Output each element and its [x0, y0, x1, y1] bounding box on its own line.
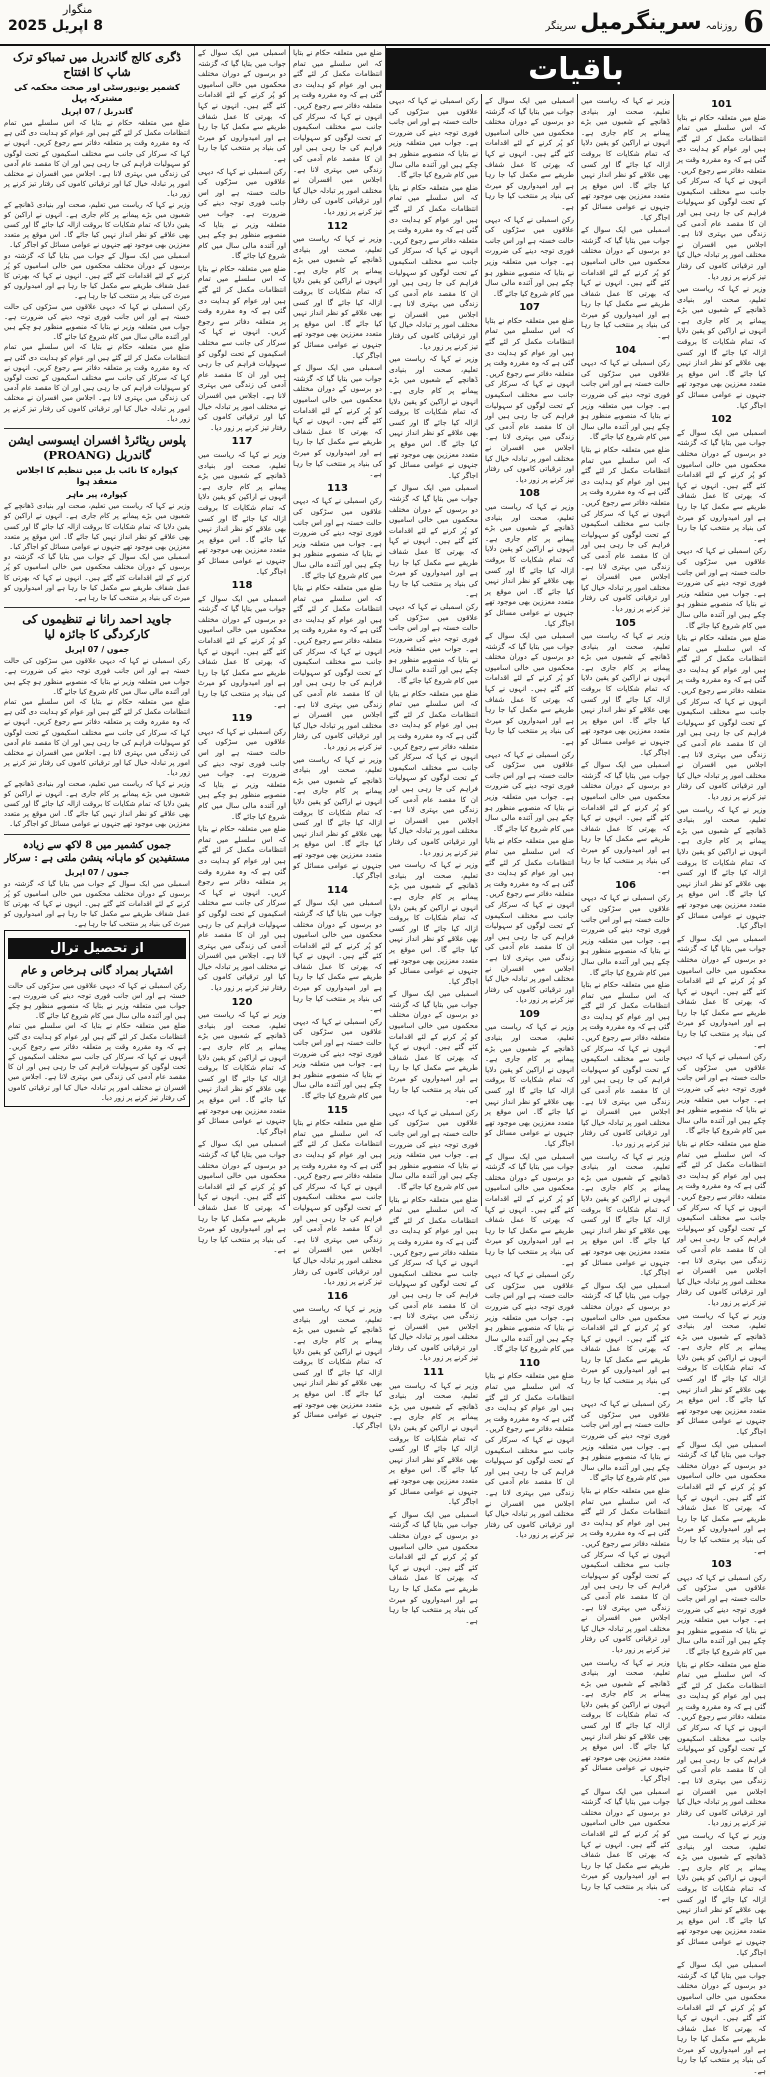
article-text: رکن اسمبلی نے کہا کہ دیہی علاقوں میں سڑکوں کی حالت خستہ ہے اور اس جانب فوری توجہ دینے کی ضرورت ہے۔ جواب میں متعلقہ وزیر نے بتایا کہ منصوبے منظور ہو چکے ہیں اور آئندہ مالی سال میں کام شروع کیا جائے گا۔	[581, 1399, 670, 1483]
item-number: 102	[711, 414, 732, 426]
section-title: باقیات	[386, 48, 766, 90]
article-text: اسمبلی میں ایک سوال کے جواب میں بتایا گیا کہ گزشتہ دو برسوں کے دوران مختلف محکموں میں خالی اسامیوں کو پُر کرنے کے لئے اقدامات کئے گئے ہیں۔ انہوں نے کہا کہ بھرتی کا عمل شفاف طریقے سے مکمل کیا جا رہا ہے اور امیدواروں کو میرٹ کی بنیاد پر منتخب کیا جا رہا ہے۔	[198, 48, 286, 163]
article-text: اسمبلی میں ایک سوال کے جواب میں بتایا گیا کہ گزشتہ دو برسوں کے دوران مختلف محکموں میں خالی اسامیوں کو پُر کرنے کے لئے اقدامات کئے گئے ہیں۔ انہوں نے کہا کہ بھرتی کا عمل شفاف طریقے سے مکمل کیا جا رہا ہے اور امیدواروں کو میرٹ کی بنیاد پر منتخب کیا جا رہا ہے۔	[677, 1439, 766, 1555]
article-text: وزیر نے کہا کہ ریاست میں تعلیم، صحت اور بنیادی ڈھانچے کے شعبوں میں بڑے پیمانے پر کام جاری ہے۔ انہوں نے اراکین کو یقین دلایا کہ تمام شکایات کا بروقت ازالہ کیا جائے گا اور کسی بھی علاقے کو نظر انداز نہیں کیا جائے گا۔ اس موقع پر متعدد معززین بھی موجود تھے جنہوں نے عوامی مسائل کو اجاگر کیا۔	[581, 1657, 670, 1784]
article-text: رکن اسمبلی نے کہا کہ دیہی علاقوں میں سڑکوں کی حالت خستہ ہے اور اس جانب فوری توجہ دینے کی ضرورت ہے۔ جواب میں متعلقہ وزیر نے بتایا کہ منصوبے منظور ہو چکے ہیں اور آئندہ مالی سال میں کام شروع کیا جائے گا۔	[389, 1107, 478, 1191]
notice-subtitle: اشتہار بمراد گانی ہرخاص و عام	[20, 963, 174, 977]
article-text: وزیر نے کہا کہ ریاست میں تعلیم، صحت اور بنیادی ڈھانچے کے شعبوں میں بڑے پیمانے پر کام جاری ہے۔ انہوں نے اراکین کو یقین دلایا کہ تمام شکایات کا بروقت ازالہ کیا جائے گا اور کسی بھی علاقے کو نظر انداز نہیں کیا جائے گا۔ اس موقع پر متعدد معززین بھی موجود تھے جنہوں نے عوامی مسائل کو اجاگر کیا۔	[198, 449, 286, 576]
news-dateline: کپوارہ، پیر ماہر	[66, 490, 128, 500]
article-text: ضلع میں متعلقہ حکام نے بتایا کہ اس سلسلے میں تمام انتظامات مکمل کر لئے گئے ہیں اور عوام کو ہدایت دی گئی ہے کہ وہ مقررہ وقت پر متعلقہ دفاتر سے رجوع کریں۔ انہوں نے کہا کہ سرکار کی جانب سے مختلف اسکیموں کے تحت لوگوں کو سہولیات فراہم کی جا رہی ہیں اور ان کا مقصد عام آدمی کی زندگی میں بہتری لانا ہے۔ اجلاس میں افسران نے مختلف امور پر تبادلہ خیال کیا اور ترقیاتی کاموں کی رفتار تیز کرنے پر زور دیا۔	[389, 688, 478, 857]
item-number: 116	[327, 1290, 348, 1302]
article-text: رکن اسمبلی نے کہا کہ دیہی علاقوں میں سڑکوں کی حالت خستہ ہے اور اس جانب فوری توجہ دینے کی ضرورت ہے۔ جواب میں متعلقہ وزیر نے بتایا کہ منصوبے منظور ہو چکے ہیں اور آئندہ مالی سال میں کام شروع کیا جائے گا۔	[677, 1052, 766, 1136]
column-rule	[673, 94, 674, 1206]
item-number: 120	[231, 996, 253, 1008]
column-rule	[194, 46, 195, 1206]
article-text: اسمبلی میں ایک سوال کے جواب میں بتایا گیا کہ گزشتہ دو برسوں کے دوران مختلف محکموں میں خالی اسامیوں کو پُر کرنے کے لئے اقدامات کئے گئے ہیں۔ انہوں نے کہا کہ بھرتی کا عمل شفاف طریقے سے مکمل کیا جا رہا ہے اور امیدواروں کو میرٹ کی بنیاد پر منتخب کیا جا رہا ہے۔	[293, 898, 382, 1014]
paper-prefix: روزنامہ	[705, 20, 738, 32]
news-dateline: جموں / 07 اپریل	[64, 867, 130, 877]
item-number: 108	[519, 488, 540, 500]
article-text: رکن اسمبلی نے کہا کہ دیہی علاقوں میں سڑکوں کی حالت خستہ ہے اور اس جانب فوری توجہ دینے کی ضرورت ہے۔ جواب میں متعلقہ وزیر نے بتایا کہ منصوبے منظور ہو چکے ہیں اور آئندہ مالی سال میں کام شروع کیا جائے گا۔	[581, 358, 670, 442]
article-text: رکن اسمبلی نے کہا کہ دیہی علاقوں میں سڑکوں کی حالت خستہ ہے اور اس جانب فوری توجہ دینے کی ضرورت ہے۔ جواب میں متعلقہ وزیر نے بتایا کہ منصوبے منظور ہو چکے ہیں اور آئندہ مالی سال میں کام شروع کیا جائے گا۔	[293, 496, 382, 580]
article-text: ضلع میں متعلقہ حکام نے بتایا کہ اس سلسلے میں تمام انتظامات مکمل کر لئے گئے ہیں اور عوام کو ہدایت دی گئی ہے کہ وہ مقررہ وقت پر متعلقہ دفاتر سے رجوع کریں۔ انہوں نے کہا کہ سرکار کی جانب سے مختلف اسکیموں کے تحت لوگوں کو سہولیات فراہم کی جا رہی ہیں اور ان کا مقصد عام آدمی کی زندگی میں بہتری لانا ہے۔ اجلاس میں افسران نے مختلف امور پر تبادلہ خیال کیا اور ترقیاتی کاموں کی رفتار تیز کرنے پر زور دیا۔	[485, 836, 574, 1005]
article-text: ضلع میں متعلقہ حکام نے بتایا کہ اس سلسلے میں تمام انتظامات مکمل کر لئے گئے ہیں اور عوام کو ہدایت دی گئی ہے کہ وہ مقررہ وقت پر متعلقہ دفاتر سے رجوع کریں۔ انہوں نے کہا کہ سرکار کی جانب سے مختلف اسکیموں کے تحت لوگوں کو سہولیات فراہم کی جا رہی ہیں اور ان کا مقصد عام آدمی کی زندگی میں بہتری لانا ہے۔ اجلاس میں افسران نے مختلف امور پر تبادلہ خیال کیا اور ترقیاتی کاموں کی رفتار تیز کرنے پر زور دیا۔	[581, 445, 670, 613]
masthead-brand-block	[546, 2, 764, 42]
item-number: 104	[615, 344, 636, 356]
article-text: وزیر نے کہا کہ ریاست میں تعلیم، صحت اور بنیادی ڈھانچے کے شعبوں میں بڑے پیمانے پر کام جاری ہے۔ انہوں نے اراکین کو یقین دلایا کہ تمام شکایات کا بروقت ازالہ کیا جائے گا اور کسی بھی علاقے کو نظر انداز نہیں کیا جائے گا۔ اس موقع پر متعدد معززین بھی موجود تھے جنہوں نے عوامی مسائل کو اجاگر کیا۔	[581, 96, 670, 222]
article-text: رکن اسمبلی نے کہا کہ دیہی علاقوں میں سڑکوں کی حالت خستہ ہے اور اس جانب فوری توجہ دینے کی ضرورت ہے۔ جواب میں متعلقہ وزیر نے بتایا کہ منصوبے منظور ہو چکے ہیں اور آئندہ مالی سال میں کام شروع کیا جائے گا۔	[485, 1270, 574, 1354]
article-text: اسمبلی میں ایک سوال کے جواب میں بتایا گیا کہ گزشتہ دو برسوں کے دوران مختلف محکموں میں خالی اسامیوں کو پُر کرنے کے لئے اقدامات کئے گئے ہیں۔ انہوں نے کہا کہ بھرتی کا عمل شفاف طریقے سے مکمل کیا جا رہا ہے اور امیدواروں کو میرٹ کی بنیاد پر منتخب کیا جا رہا ہے۔	[485, 96, 574, 211]
article-text: وزیر نے کہا کہ ریاست میں تعلیم، صحت اور بنیادی ڈھانچے کے شعبوں میں بڑے پیمانے پر کام جاری ہے۔ انہوں نے اراکین کو یقین دلایا کہ تمام شکایات کا بروقت ازالہ کیا جائے گا اور کسی بھی علاقے کو نظر انداز نہیں کیا جائے گا۔ اس موقع پر متعدد معززین بھی موجود تھے جنہوں نے عوامی مسائل کو اجاگر کیا۔	[581, 1151, 670, 1278]
news-subheadline: کشمیر یونیورسٹی اور صحت محکمہ کی مشترکہ پہل	[14, 83, 180, 104]
masthead-date-block	[8, 3, 158, 34]
article-text: اسمبلی میں ایک سوال کے جواب میں بتایا گیا کہ گزشتہ دو برسوں کے دوران مختلف محکموں میں خالی اسامیوں کو پُر کرنے کے لئے اقدامات کئے گئے ہیں۔ انہوں نے کہا کہ بھرتی کا عمل شفاف طریقے سے مکمل کیا جا رہا ہے اور امیدواروں کو میرٹ کی بنیاد پر منتخب کیا جا رہا ہے۔	[581, 760, 670, 876]
news-body: اسمبلی میں ایک سوال کے جواب میں بتایا گیا کہ گزشتہ دو برسوں کے دوران مختلف محکموں میں خالی اسامیوں کو پُر کرنے کے لئے اقدامات کئے گئے ہیں۔ انہوں نے کہا کہ بھرتی کا عمل شفاف طریقے سے مکمل کیا جا رہا ہے اور امیدواروں کو میرٹ کی بنیاد پر منتخب کیا جا رہا ہے۔	[4, 251, 190, 301]
item-number: 106	[615, 879, 636, 891]
news-body: وزیر نے کہا کہ ریاست میں تعلیم، صحت اور بنیادی ڈھانچے کے شعبوں میں بڑے پیمانے پر کام جاری ہے۔ انہوں نے اراکین کو یقین دلایا کہ تمام شکایات کا بروقت ازالہ کیا جائے گا اور کسی بھی علاقے کو نظر انداز نہیں کیا جائے گا۔ اس موقع پر متعدد معززین بھی موجود تھے جنہوں نے عوامی مسائل کو اجاگر کیا۔	[4, 779, 190, 829]
column-rule	[481, 94, 482, 1206]
masthead-day: منگوار	[63, 3, 93, 16]
item-number: 115	[327, 1104, 348, 1116]
article-text: ضلع میں متعلقہ حکام نے بتایا کہ اس سلسلے میں تمام انتظامات مکمل کر لئے گئے ہیں اور عوام کو ہدایت دی گئی ہے کہ وہ مقررہ وقت پر متعلقہ دفاتر سے رجوع کریں۔ انہوں نے کہا کہ سرکار کی جانب سے مختلف اسکیموں کے تحت لوگوں کو سہولیات فراہم کی جا رہی ہیں اور ان کا مقصد عام آدمی کی زندگی میں بہتری لانا ہے۔ اجلاس میں افسران نے مختلف امور پر تبادلہ خیال کیا اور ترقیاتی کاموں کی رفتار تیز کرنے پر زور دیا۔	[485, 315, 574, 484]
news-body: وزیر نے کہا کہ ریاست میں تعلیم، صحت اور بنیادی ڈھانچے کے شعبوں میں بڑے پیمانے پر کام جاری ہے۔ انہوں نے اراکین کو یقین دلایا کہ تمام شکایات کا بروقت ازالہ کیا جائے گا اور کسی بھی علاقے کو نظر انداز نہیں کیا جائے گا۔ اس موقع پر متعدد معززین بھی موجود تھے جنہوں نے عوامی مسائل کو اجاگر کیا۔	[4, 502, 190, 551]
article-text: وزیر نے کہا کہ ریاست میں تعلیم، صحت اور بنیادی ڈھانچے کے شعبوں میں بڑے پیمانے پر کام جاری ہے۔ انہوں نے اراکین کو یقین دلایا کہ تمام شکایات کا بروقت ازالہ کیا جائے گا اور کسی بھی علاقے کو نظر انداز نہیں کیا جائے گا۔ اس موقع پر متعدد معززین بھی موجود تھے جنہوں نے عوامی مسائل کو اجاگر کیا۔	[293, 754, 382, 881]
article-text: رکن اسمبلی نے کہا کہ دیہی علاقوں میں سڑکوں کی حالت خستہ ہے اور اس جانب فوری توجہ دینے کی ضرورت ہے۔ جواب میں متعلقہ وزیر نے بتایا کہ منصوبے منظور ہو چکے ہیں اور آئندہ مالی سال میں کام شروع کیا جائے گا۔	[677, 546, 766, 630]
news-headline: جاوید احمد رانا نے تنظیموں کی کارکردگی کا جائزہ لیا	[22, 612, 172, 642]
article-text: اسمبلی میں ایک سوال کے جواب میں بتایا گیا کہ گزشتہ دو برسوں کے دوران مختلف محکموں میں خالی اسامیوں کو پُر کرنے کے لئے اقدامات کئے گئے ہیں۔ انہوں نے کہا کہ بھرتی کا عمل شفاف طریقے سے مکمل کیا جا رہا ہے اور امیدواروں کو میرٹ کی بنیاد پر منتخب کیا جا رہا ہے۔	[581, 1280, 670, 1396]
news-body: ضلع میں متعلقہ حکام نے بتایا کہ اس سلسلے میں تمام انتظامات مکمل کر لئے گئے ہیں اور عوام کو ہدایت دی گئی ہے کہ وہ مقررہ وقت پر متعلقہ دفاتر سے رجوع کریں۔ انہوں نے کہا کہ سرکار کی جانب سے مختلف اسکیموں کے تحت لوگوں کو سہولیات فراہم کی جا رہی ہیں اور ان کا مقصد عام آدمی کی زندگی میں بہتری لانا ہے۔ اجلاس میں افسران نے مختلف امور پر تبادلہ خیال کیا اور ترقیاتی کاموں کی رفتار تیز کرنے پر زور دیا۔	[4, 343, 190, 423]
article-text: ضلع میں متعلقہ حکام نے بتایا کہ اس سلسلے میں تمام انتظامات مکمل کر لئے گئے ہیں اور عوام کو ہدایت دی گئی ہے کہ وہ مقررہ وقت پر متعلقہ دفاتر سے رجوع کریں۔ انہوں نے کہا کہ سرکار کی جانب سے مختلف اسکیموں کے تحت لوگوں کو سہولیات فراہم کی جا رہی ہیں اور ان کا مقصد عام آدمی کی زندگی میں بہتری لانا ہے۔ اجلاس میں افسران نے مختلف امور پر تبادلہ خیال کیا اور ترقیاتی کاموں کی رفتار تیز کرنے پر زور دیا۔	[677, 1659, 766, 1828]
article-text: اسمبلی میں ایک سوال کے جواب میں بتایا گیا کہ گزشتہ دو برسوں کے دوران مختلف محکموں میں خالی اسامیوں کو پُر کرنے کے لئے اقدامات کئے گئے ہیں۔ انہوں نے کہا کہ بھرتی کا عمل شفاف طریقے سے مکمل کیا جا رہا ہے اور امیدواروں کو میرٹ کی بنیاد پر منتخب کیا جا رہا ہے۔	[389, 1509, 478, 1625]
article-text: ضلع میں متعلقہ حکام نے بتایا کہ اس سلسلے میں تمام انتظامات مکمل کر لئے گئے ہیں اور عوام کو ہدایت دی گئی ہے کہ وہ مقررہ وقت پر متعلقہ دفاتر سے رجوع کریں۔ انہوں نے کہا کہ سرکار کی جانب سے مختلف اسکیموں کے تحت لوگوں کو سہولیات فراہم کی جا رہی ہیں اور ان کا مقصد عام آدمی کی زندگی میں بہتری لانا ہے۔ اجلاس میں افسران نے مختلف امور پر تبادلہ خیال کیا اور ترقیاتی کاموں کی رفتار تیز کرنے پر زور دیا۔	[293, 1118, 382, 1287]
article-text: وزیر نے کہا کہ ریاست میں تعلیم، صحت اور بنیادی ڈھانچے کے شعبوں میں بڑے پیمانے پر کام جاری ہے۔ انہوں نے اراکین کو یقین دلایا کہ تمام شکایات کا بروقت ازالہ کیا جائے گا اور کسی بھی علاقے کو نظر انداز نہیں کیا جائے گا۔ اس موقع پر متعدد معززین بھی موجود تھے جنہوں نے عوامی مسائل کو اجاگر کیا۔	[293, 234, 382, 360]
article-text: وزیر نے کہا کہ ریاست میں تعلیم، صحت اور بنیادی ڈھانچے کے شعبوں میں بڑے پیمانے پر کام جاری ہے۔ انہوں نے اراکین کو یقین دلایا کہ تمام شکایات کا بروقت ازالہ کیا جائے گا اور کسی بھی علاقے کو نظر انداز نہیں کیا جائے گا۔ اس موقع پر متعدد معززین بھی موجود تھے جنہوں نے عوامی مسائل کو اجاگر کیا۔	[581, 631, 670, 757]
article-text: ضلع میں متعلقہ حکام نے بتایا کہ اس سلسلے میں تمام انتظامات مکمل کر لئے گئے ہیں اور عوام کو ہدایت دی گئی ہے کہ وہ مقررہ وقت پر متعلقہ دفاتر سے رجوع کریں۔ انہوں نے کہا کہ سرکار کی جانب سے مختلف اسکیموں کے تحت لوگوں کو سہولیات فراہم کی جا رہی ہیں اور ان کا مقصد عام آدمی کی زندگی میں بہتری لانا ہے۔ اجلاس میں افسران نے مختلف امور پر تبادلہ خیال کیا اور ترقیاتی کاموں کی رفتار تیز کرنے پر زور دیا۔	[198, 824, 286, 993]
article-text: وزیر نے کہا کہ ریاست میں تعلیم، صحت اور بنیادی ڈھانچے کے شعبوں میں بڑے پیمانے پر کام جاری ہے۔ انہوں نے اراکین کو یقین دلایا کہ تمام شکایات کا بروقت ازالہ کیا جائے گا اور کسی بھی علاقے کو نظر انداز نہیں کیا جائے گا۔ اس موقع پر متعدد معززین بھی موجود تھے جنہوں نے عوامی مسائل کو اجاگر کیا۔	[389, 860, 478, 986]
news-body: وزیر نے کہا کہ ریاست میں تعلیم، صحت اور بنیادی ڈھانچے کے شعبوں میں بڑے پیمانے پر کام جاری ہے۔ انہوں نے اراکین کو یقین دلایا کہ تمام شکایات کا بروقت ازالہ کیا جائے گا اور کسی بھی علاقے کو نظر انداز نہیں کیا جائے گا۔ اس موقع پر متعدد معززین بھی موجود تھے جنہوں نے عوامی مسائل کو اجاگر کیا۔	[4, 200, 190, 250]
page-number: 6	[743, 4, 764, 40]
article-text: ضلع میں متعلقہ حکام نے بتایا کہ اس سلسلے میں تمام انتظامات مکمل کر لئے گئے ہیں اور عوام کو ہدایت دی گئی ہے کہ وہ مقررہ وقت پر متعلقہ دفاتر سے رجوع کریں۔ انہوں نے کہا کہ سرکار کی جانب سے مختلف اسکیموں کے تحت لوگوں کو سہولیات فراہم کی جا رہی ہیں اور ان کا مقصد عام آدمی کی زندگی میں بہتری لانا ہے۔ اجلاس میں افسران نے مختلف امور پر تبادلہ خیال کیا اور ترقیاتی کاموں کی رفتار تیز کرنے پر زور دیا۔	[677, 633, 766, 801]
article-text: اسمبلی میں ایک سوال کے جواب میں بتایا گیا کہ گزشتہ دو برسوں کے دوران مختلف محکموں میں خالی اسامیوں کو پُر کرنے کے لئے اقدامات کئے گئے ہیں۔ انہوں نے کہا کہ بھرتی کا عمل شفاف طریقے سے مکمل کیا جا رہا ہے اور امیدواروں کو میرٹ کی بنیاد پر منتخب کیا جا رہا ہے۔	[677, 1960, 766, 2076]
article-text: ضلع میں متعلقہ حکام نے بتایا کہ اس سلسلے میں تمام انتظامات مکمل کر لئے گئے ہیں اور عوام کو ہدایت دی گئی ہے کہ وہ مقررہ وقت پر متعلقہ دفاتر سے رجوع کریں۔ انہوں نے کہا کہ سرکار کی جانب سے مختلف اسکیموں کے تحت لوگوں کو سہولیات فراہم کی جا رہی ہیں اور ان کا مقصد عام آدمی کی زندگی میں بہتری لانا ہے۔ اجلاس میں افسران نے مختلف امور پر تبادلہ خیال کیا اور ترقیاتی کاموں کی رفتار تیز کرنے پر زور دیا۔	[677, 112, 766, 281]
news-subheadline: کپوارہ کا نائب بل میں تنظیم کا اجلاس منعقد ہوا	[16, 466, 178, 488]
article-column	[485, 96, 574, 1540]
article-text: وزیر نے کہا کہ ریاست میں تعلیم، صحت اور بنیادی ڈھانچے کے شعبوں میں بڑے پیمانے پر کام جاری ہے۔ انہوں نے اراکین کو یقین دلایا کہ تمام شکایات کا بروقت ازالہ کیا جائے گا اور کسی بھی علاقے کو نظر انداز نہیں کیا جائے گا۔ اس موقع پر متعدد معززین بھی موجود تھے جنہوں نے عوامی مسائل کو اجاگر کیا۔	[485, 501, 574, 628]
news-body: رکن اسمبلی نے کہا کہ دیہی علاقوں میں سڑکوں کی حالت خستہ ہے اور اس جانب فوری توجہ دینے کی ضرورت ہے۔ جواب میں متعلقہ وزیر نے بتایا کہ منصوبے منظور ہو چکے ہیں اور آئندہ مالی سال میں کام شروع کیا جائے گا۔	[4, 302, 190, 342]
news-divider	[4, 607, 190, 608]
article-text: وزیر نے کہا کہ ریاست میں تعلیم، صحت اور بنیادی ڈھانچے کے شعبوں میں بڑے پیمانے پر کام جاری ہے۔ انہوں نے اراکین کو یقین دلایا کہ تمام شکایات کا بروقت ازالہ کیا جائے گا اور کسی بھی علاقے کو نظر انداز نہیں کیا جائے گا۔ اس موقع پر متعدد معززین بھی موجود تھے جنہوں نے عوامی مسائل کو اجاگر کیا۔	[677, 1831, 766, 1957]
article-text: رکن اسمبلی نے کہا کہ دیہی علاقوں میں سڑکوں کی حالت خستہ ہے اور اس جانب فوری توجہ دینے کی ضرورت ہے۔ جواب میں متعلقہ وزیر نے بتایا کہ منصوبے منظور ہو چکے ہیں اور آئندہ مالی سال میں کام شروع کیا جائے گا۔	[198, 726, 286, 821]
article-text: اسمبلی میں ایک سوال کے جواب میں بتایا گیا کہ گزشتہ دو برسوں کے دوران مختلف محکموں میں خالی اسامیوں کو پُر کرنے کے لئے اقدامات کئے گئے ہیں۔ انہوں نے کہا کہ بھرتی کا عمل شفاف طریقے سے مکمل کیا جا رہا ہے اور امیدواروں کو میرٹ کی بنیاد پر منتخب کیا جا رہا ہے۔	[677, 427, 766, 543]
news-dateline: گاندربل / 07 اپریل	[61, 107, 133, 116]
article-text: رکن اسمبلی نے کہا کہ دیہی علاقوں میں سڑکوں کی حالت خستہ ہے اور اس جانب فوری توجہ دینے کی ضرورت ہے۔ جواب میں متعلقہ وزیر نے بتایا کہ منصوبے منظور ہو چکے ہیں اور آئندہ مالی سال میں کام شروع کیا جائے گا۔	[389, 601, 478, 686]
item-number: 117	[231, 436, 253, 448]
article-text: اسمبلی میں ایک سوال کے جواب میں بتایا گیا کہ گزشتہ دو برسوں کے دوران مختلف محکموں میں خالی اسامیوں کو پُر کرنے کے لئے اقدامات کئے گئے ہیں۔ انہوں نے کہا کہ بھرتی کا عمل شفاف طریقے سے مکمل کیا جا رہا ہے اور امیدواروں کو میرٹ کی بنیاد پر منتخب کیا جا رہا ہے۔	[581, 225, 670, 341]
news-column	[4, 46, 190, 1206]
news-body: رکن اسمبلی نے کہا کہ دیہی علاقوں میں سڑکوں کی حالت خستہ ہے اور اس جانب فوری توجہ دینے کی ضرورت ہے۔ جواب میں متعلقہ وزیر نے بتایا کہ منصوبے منظور ہو چکے ہیں اور آئندہ مالی سال میں کام شروع کیا جائے گا۔	[4, 657, 190, 696]
item-number: 114	[327, 884, 348, 896]
article-text: رکن اسمبلی نے کہا کہ دیہی علاقوں میں سڑکوں کی حالت خستہ ہے اور اس جانب فوری توجہ دینے کی ضرورت ہے۔ جواب میں متعلقہ وزیر نے بتایا کہ منصوبے منظور ہو چکے ہیں اور آئندہ مالی سال میں کام شروع کیا جائے گا۔	[581, 893, 670, 977]
article-text: اسمبلی میں ایک سوال کے جواب میں بتایا گیا کہ گزشتہ دو برسوں کے دوران مختلف محکموں میں خالی اسامیوں کو پُر کرنے کے لئے اقدامات کئے گئے ہیں۔ انہوں نے کہا کہ بھرتی کا عمل شفاف طریقے سے مکمل کیا جا رہا ہے اور امیدواروں کو میرٹ کی بنیاد پر منتخب کیا جا رہا ہے۔	[389, 989, 478, 1105]
article-text: رکن اسمبلی نے کہا کہ دیہی علاقوں میں سڑکوں کی حالت خستہ ہے اور اس جانب فوری توجہ دینے کی ضرورت ہے۔ جواب میں متعلقہ وزیر نے بتایا کہ منصوبے منظور ہو چکے ہیں اور آئندہ مالی سال میں کام شروع کیا جائے گا۔	[485, 214, 574, 298]
article-text: اسمبلی میں ایک سوال کے جواب میں بتایا گیا کہ گزشتہ دو برسوں کے دوران مختلف محکموں میں خالی اسامیوں کو پُر کرنے کے لئے اقدامات کئے گئے ہیں۔ انہوں نے کہا کہ بھرتی کا عمل شفاف طریقے سے مکمل کیا جا رہا ہے اور امیدواروں کو میرٹ کی بنیاد پر منتخب کیا جا رہا ہے۔	[293, 363, 382, 479]
article-text: ضلع میں متعلقہ حکام نے بتایا کہ اس سلسلے میں تمام انتظامات مکمل کر لئے گئے ہیں اور عوام کو ہدایت دی گئی ہے کہ وہ مقررہ وقت پر متعلقہ دفاتر سے رجوع کریں۔ انہوں نے کہا کہ سرکار کی جانب سے مختلف اسکیموں کے تحت لوگوں کو سہولیات فراہم کی جا رہی ہیں اور ان کا مقصد عام آدمی کی زندگی میں بہتری لانا ہے۔ اجلاس میں افسران نے مختلف امور پر تبادلہ خیال کیا اور ترقیاتی کاموں کی رفتار تیز کرنے پر زور دیا۔	[485, 1371, 574, 1540]
news-dateline: جموں / 07 اپریل	[64, 645, 130, 655]
article-text: وزیر نے کہا کہ ریاست میں تعلیم، صحت اور بنیادی ڈھانچے کے شعبوں میں بڑے پیمانے پر کام جاری ہے۔ انہوں نے اراکین کو یقین دلایا کہ تمام شکایات کا بروقت ازالہ کیا جائے گا اور کسی بھی علاقے کو نظر انداز نہیں کیا جائے گا۔ اس موقع پر متعدد معززین بھی موجود تھے جنہوں نے عوامی مسائل کو اجاگر کیا۔	[198, 1010, 286, 1136]
news-divider	[4, 428, 190, 429]
page-body	[0, 46, 770, 2076]
masthead	[0, 0, 770, 46]
article-text: رکن اسمبلی نے کہا کہ دیہی علاقوں میں سڑکوں کی حالت خستہ ہے اور اس جانب فوری توجہ دینے کی ضرورت ہے۔ جواب میں متعلقہ وزیر نے بتایا کہ منصوبے منظور ہو چکے ہیں اور آئندہ مالی سال میں کام شروع کیا جائے گا۔	[293, 1016, 382, 1100]
item-number: 101	[711, 99, 732, 110]
article-text: وزیر نے کہا کہ ریاست میں تعلیم، صحت اور بنیادی ڈھانچے کے شعبوں میں بڑے پیمانے پر کام جاری ہے۔ انہوں نے اراکین کو یقین دلایا کہ تمام شکایات کا بروقت ازالہ کیا جائے گا اور کسی بھی علاقے کو نظر انداز نہیں کیا جائے گا۔ اس موقع پر متعدد معززین بھی موجود تھے جنہوں نے عوامی مسائل کو اجاگر کیا۔	[389, 1380, 478, 1507]
article-text: اسمبلی میں ایک سوال کے جواب میں بتایا گیا کہ گزشتہ دو برسوں کے دوران مختلف محکموں میں خالی اسامیوں کو پُر کرنے کے لئے اقدامات کئے گئے ہیں۔ انہوں نے کہا کہ بھرتی کا عمل شفاف طریقے سے مکمل کیا جا رہا ہے اور امیدواروں کو میرٹ کی بنیاد پر منتخب کیا جا رہا ہے۔	[198, 593, 286, 709]
article-text: ضلع میں متعلقہ حکام نے بتایا کہ اس سلسلے میں تمام انتظامات مکمل کر لئے گئے ہیں اور عوام کو ہدایت دی گئی ہے کہ وہ مقررہ وقت پر متعلقہ دفاتر سے رجوع کریں۔ انہوں نے کہا کہ سرکار کی جانب سے مختلف اسکیموں کے تحت لوگوں کو سہولیات فراہم کی جا رہی ہیں اور ان کا مقصد عام آدمی کی زندگی میں بہتری لانا ہے۔ اجلاس میں افسران نے مختلف امور پر تبادلہ خیال کیا اور ترقیاتی کاموں کی رفتار تیز کرنے پر زور دیا۔	[581, 980, 670, 1148]
article-text: اسمبلی میں ایک سوال کے جواب میں بتایا گیا کہ گزشتہ دو برسوں کے دوران مختلف محکموں میں خالی اسامیوں کو پُر کرنے کے لئے اقدامات کئے گئے ہیں۔ انہوں نے کہا کہ بھرتی کا عمل شفاف طریقے سے مکمل کیا جا رہا ہے اور امیدواروں کو میرٹ کی بنیاد پر منتخب کیا جا رہا ہے۔	[198, 1139, 286, 1255]
notice-body: رکن اسمبلی نے کہا کہ دیہی علاقوں میں سڑکوں کی حالت خستہ ہے اور اس جانب فوری توجہ دینے کی ضرورت ہے۔ جواب میں متعلقہ وزیر نے بتایا کہ منصوبے منظور ہو چکے ہیں اور آئندہ مالی سال میں کام شروع کیا جائے گا۔	[8, 981, 186, 1021]
paper-brand	[546, 10, 738, 35]
column-rule	[577, 94, 578, 1206]
article-text: وزیر نے کہا کہ ریاست میں تعلیم، صحت اور بنیادی ڈھانچے کے شعبوں میں بڑے پیمانے پر کام جاری ہے۔ انہوں نے اراکین کو یقین دلایا کہ تمام شکایات کا بروقت ازالہ کیا جائے گا اور کسی بھی علاقے کو نظر انداز نہیں کیا جائے گا۔ اس موقع پر متعدد معززین بھی موجود تھے جنہوں نے عوامی مسائل کو اجاگر کیا۔	[485, 1022, 574, 1148]
article-text: رکن اسمبلی نے کہا کہ دیہی علاقوں میں سڑکوں کی حالت خستہ ہے اور اس جانب فوری توجہ دینے کی ضرورت ہے۔ جواب میں متعلقہ وزیر نے بتایا کہ منصوبے منظور ہو چکے ہیں اور آئندہ مالی سال میں کام شروع کیا جائے گا۔	[485, 749, 574, 833]
article-column	[677, 96, 766, 2076]
item-number: 113	[327, 482, 348, 494]
article-text: ضلع میں متعلقہ حکام نے بتایا کہ اس سلسلے میں تمام انتظامات مکمل کر لئے گئے ہیں اور عوام کو ہدایت دی گئی ہے کہ وہ مقررہ وقت پر متعلقہ دفاتر سے رجوع کریں۔ انہوں نے کہا کہ سرکار کی جانب سے مختلف اسکیموں کے تحت لوگوں کو سہولیات فراہم کی جا رہی ہیں اور ان کا مقصد عام آدمی کی زندگی میں بہتری لانا ہے۔ اجلاس میں افسران نے مختلف امور پر تبادلہ خیال کیا اور ترقیاتی کاموں کی رفتار تیز کرنے پر زور دیا۔	[677, 1139, 766, 1307]
article-column	[389, 96, 478, 1625]
article-text: اسمبلی میں ایک سوال کے جواب میں بتایا گیا کہ گزشتہ دو برسوں کے دوران مختلف محکموں میں خالی اسامیوں کو پُر کرنے کے لئے اقدامات کئے گئے ہیں۔ انہوں نے کہا کہ بھرتی کا عمل شفاف طریقے سے مکمل کیا جا رہا ہے اور امیدواروں کو میرٹ کی بنیاد پر منتخب کیا جا رہا ہے۔	[581, 1786, 670, 1902]
article-text: رکن اسمبلی نے کہا کہ دیہی علاقوں میں سڑکوں کی حالت خستہ ہے اور اس جانب فوری توجہ دینے کی ضرورت ہے۔ جواب میں متعلقہ وزیر نے بتایا کہ منصوبے منظور ہو چکے ہیں اور آئندہ مالی سال میں کام شروع کیا جائے گا۔	[389, 96, 478, 180]
news-divider	[4, 834, 190, 835]
item-number: 118	[231, 580, 253, 592]
article-text: ضلع میں متعلقہ حکام نے بتایا کہ اس سلسلے میں تمام انتظامات مکمل کر لئے گئے ہیں اور عوام کو ہدایت دی گئی ہے کہ وہ مقررہ وقت پر متعلقہ دفاتر سے رجوع کریں۔ انہوں نے کہا کہ سرکار کی جانب سے مختلف اسکیموں کے تحت لوگوں کو سہولیات فراہم کی جا رہی ہیں اور ان کا مقصد عام آدمی کی زندگی میں بہتری لانا ہے۔ اجلاس میں افسران نے مختلف امور پر تبادلہ خیال کیا اور ترقیاتی کاموں کی رفتار تیز کرنے پر زور دیا۔	[293, 583, 382, 751]
article-text: وزیر نے کہا کہ ریاست میں تعلیم، صحت اور بنیادی ڈھانچے کے شعبوں میں بڑے پیمانے پر کام جاری ہے۔ انہوں نے اراکین کو یقین دلایا کہ تمام شکایات کا بروقت ازالہ کیا جائے گا اور کسی بھی علاقے کو نظر انداز نہیں کیا جائے گا۔ اس موقع پر متعدد معززین بھی موجود تھے جنہوں نے عوامی مسائل کو اجاگر کیا۔	[677, 1310, 766, 1437]
article-column	[293, 48, 382, 1430]
news-headline: جموں کشمیر میں 8 لاکھ سے زیادہ مستفیدین کو ماہانہ پنشن ملتی ہے : سرکار	[4, 839, 190, 864]
article-text: اسمبلی میں ایک سوال کے جواب میں بتایا گیا کہ گزشتہ دو برسوں کے دوران مختلف محکموں میں خالی اسامیوں کو پُر کرنے کے لئے اقدامات کئے گئے ہیں۔ انہوں نے کہا کہ بھرتی کا عمل شفاف طریقے سے مکمل کیا جا رہا ہے اور امیدواروں کو میرٹ کی بنیاد پر منتخب کیا جا رہا ہے۔	[389, 483, 478, 599]
column-rule	[289, 46, 290, 1206]
article-text: وزیر نے کہا کہ ریاست میں تعلیم، صحت اور بنیادی ڈھانچے کے شعبوں میں بڑے پیمانے پر کام جاری ہے۔ انہوں نے اراکین کو یقین دلایا کہ تمام شکایات کا بروقت ازالہ کیا جائے گا اور کسی بھی علاقے کو نظر انداز نہیں کیا جائے گا۔ اس موقع پر متعدد معززین بھی موجود تھے جنہوں نے عوامی مسائل کو اجاگر کیا۔	[677, 804, 766, 931]
news-headline: پلوس ریٹائرڈ افسران ایسوسی ایشن گاندربل (PROANG)	[8, 433, 186, 463]
item-number: 110	[519, 1357, 540, 1369]
article-text: وزیر نے کہا کہ ریاست میں تعلیم، صحت اور بنیادی ڈھانچے کے شعبوں میں بڑے پیمانے پر کام جاری ہے۔ انہوں نے اراکین کو یقین دلایا کہ تمام شکایات کا بروقت ازالہ کیا جائے گا اور کسی بھی علاقے کو نظر انداز نہیں کیا جائے گا۔ اس موقع پر متعدد معززین بھی موجود تھے جنہوں نے عوامی مسائل کو اجاگر کیا۔	[677, 284, 766, 410]
paper-name: سرینگرمیل	[580, 9, 702, 35]
column-rule	[385, 46, 386, 1206]
news-body: ضلع میں متعلقہ حکام نے بتایا کہ اس سلسلے میں تمام انتظامات مکمل کر لئے گئے ہیں اور عوام کو ہدایت دی گئی ہے کہ وہ مقررہ وقت پر متعلقہ دفاتر سے رجوع کریں۔ انہوں نے کہا کہ سرکار کی جانب سے مختلف اسکیموں کے تحت لوگوں کو سہولیات فراہم کی جا رہی ہیں اور ان کا مقصد عام آدمی کی زندگی میں بہتری لانا ہے۔ اجلاس میں افسران نے مختلف امور پر تبادلہ خیال کیا اور ترقیاتی کاموں کی رفتار تیز کرنے پر زور دیا۔	[4, 119, 190, 199]
news-body: ضلع میں متعلقہ حکام نے بتایا کہ اس سلسلے میں تمام انتظامات مکمل کر لئے گئے ہیں اور عوام کو ہدایت دی گئی ہے کہ وہ مقررہ وقت پر متعلقہ دفاتر سے رجوع کریں۔ انہوں نے کہا کہ سرکار کی جانب سے مختلف اسکیموں کے تحت لوگوں کو سہولیات فراہم کی جا رہی ہیں اور ان کا مقصد عام آدمی کی زندگی میں بہتری لانا ہے۔ اجلاس میں افسران نے مختلف امور پر تبادلہ خیال کیا اور ترقیاتی کاموں کی رفتار تیز کرنے پر زور دیا۔	[4, 697, 190, 778]
item-number: 112	[327, 220, 348, 232]
article-text: وزیر نے کہا کہ ریاست میں تعلیم، صحت اور بنیادی ڈھانچے کے شعبوں میں بڑے پیمانے پر کام جاری ہے۔ انہوں نے اراکین کو یقین دلایا کہ تمام شکایات کا بروقت ازالہ کیا جائے گا اور کسی بھی علاقے کو نظر انداز نہیں کیا جائے گا۔ اس موقع پر متعدد معززین بھی موجود تھے جنہوں نے عوامی مسائل کو اجاگر کیا۔	[293, 1304, 382, 1430]
item-number: 119	[231, 713, 253, 725]
notice-box	[4, 930, 190, 1107]
article-text: اسمبلی میں ایک سوال کے جواب میں بتایا گیا کہ گزشتہ دو برسوں کے دوران مختلف محکموں میں خالی اسامیوں کو پُر کرنے کے لئے اقدامات کئے گئے ہیں۔ انہوں نے کہا کہ بھرتی کا عمل شفاف طریقے سے مکمل کیا جا رہا ہے اور امیدواروں کو میرٹ کی بنیاد پر منتخب کیا جا رہا ہے۔	[677, 933, 766, 1049]
article-column	[198, 48, 286, 1255]
article-text: رکن اسمبلی نے کہا کہ دیہی علاقوں میں سڑکوں کی حالت خستہ ہے اور اس جانب فوری توجہ دینے کی ضرورت ہے۔ جواب میں متعلقہ وزیر نے بتایا کہ منصوبے منظور ہو چکے ہیں اور آئندہ مالی سال میں کام شروع کیا جائے گا۔	[677, 1572, 766, 1656]
paper-city: سرینگر	[545, 20, 577, 32]
item-number: 109	[519, 1008, 540, 1020]
item-number: 103	[711, 1559, 732, 1571]
article-text: اسمبلی میں ایک سوال کے جواب میں بتایا گیا کہ گزشتہ دو برسوں کے دوران مختلف محکموں میں خالی اسامیوں کو پُر کرنے کے لئے اقدامات کئے گئے ہیں۔ انہوں نے کہا کہ بھرتی کا عمل شفاف طریقے سے مکمل کیا جا رہا ہے اور امیدواروں کو میرٹ کی بنیاد پر منتخب کیا جا رہا ہے۔	[485, 631, 574, 747]
article-text: وزیر نے کہا کہ ریاست میں تعلیم، صحت اور بنیادی ڈھانچے کے شعبوں میں بڑے پیمانے پر کام جاری ہے۔ انہوں نے اراکین کو یقین دلایا کہ تمام شکایات کا بروقت ازالہ کیا جائے گا اور کسی بھی علاقے کو نظر انداز نہیں کیا جائے گا۔ اس موقع پر متعدد معززین بھی موجود تھے جنہوں نے عوامی مسائل کو اجاگر کیا۔	[389, 354, 478, 480]
article-text: ضلع میں متعلقہ حکام نے بتایا کہ اس سلسلے میں تمام انتظامات مکمل کر لئے گئے ہیں اور عوام کو ہدایت دی گئی ہے کہ وہ مقررہ وقت پر متعلقہ دفاتر سے رجوع کریں۔ انہوں نے کہا کہ سرکار کی جانب سے مختلف اسکیموں کے تحت لوگوں کو سہولیات فراہم کی جا رہی ہیں اور ان کا مقصد عام آدمی کی زندگی میں بہتری لانا ہے۔ اجلاس میں افسران نے مختلف امور پر تبادلہ خیال کیا اور ترقیاتی کاموں کی رفتار تیز کرنے پر زور دیا۔	[293, 48, 382, 216]
notice-title: از تحصیل ترال	[8, 938, 186, 959]
news-headline: ڈگری کالج گاندربل میں تمباکو ترک شاپ کا افتتاح	[12, 50, 181, 79]
notice-body: ضلع میں متعلقہ حکام نے بتایا کہ اس سلسلے میں تمام انتظامات مکمل کر لئے گئے ہیں اور عوام کو ہدایت دی گئی ہے کہ وہ مقررہ وقت پر متعلقہ دفاتر سے رجوع کریں۔ انہوں نے کہا کہ سرکار کی جانب سے مختلف اسکیموں کے تحت لوگوں کو سہولیات فراہم کی جا رہی ہیں اور ان کا مقصد عام آدمی کی زندگی میں بہتری لانا ہے۔ اجلاس میں افسران نے مختلف امور پر تبادلہ خیال کیا اور ترقیاتی کاموں کی رفتار تیز کرنے پر زور دیا۔	[8, 1022, 186, 1102]
item-number: 105	[615, 617, 636, 629]
article-text: ضلع میں متعلقہ حکام نے بتایا کہ اس سلسلے میں تمام انتظامات مکمل کر لئے گئے ہیں اور عوام کو ہدایت دی گئی ہے کہ وہ مقررہ وقت پر متعلقہ دفاتر سے رجوع کریں۔ انہوں نے کہا کہ سرکار کی جانب سے مختلف اسکیموں کے تحت لوگوں کو سہولیات فراہم کی جا رہی ہیں اور ان کا مقصد عام آدمی کی زندگی میں بہتری لانا ہے۔ اجلاس میں افسران نے مختلف امور پر تبادلہ خیال کیا اور ترقیاتی کاموں کی رفتار تیز کرنے پر زور دیا۔	[389, 182, 478, 351]
article-text: ضلع میں متعلقہ حکام نے بتایا کہ اس سلسلے میں تمام انتظامات مکمل کر لئے گئے ہیں اور عوام کو ہدایت دی گئی ہے کہ وہ مقررہ وقت پر متعلقہ دفاتر سے رجوع کریں۔ انہوں نے کہا کہ سرکار کی جانب سے مختلف اسکیموں کے تحت لوگوں کو سہولیات فراہم کی جا رہی ہیں اور ان کا مقصد عام آدمی کی زندگی میں بہتری لانا ہے۔ اجلاس میں افسران نے مختلف امور پر تبادلہ خیال کیا اور ترقیاتی کاموں کی رفتار تیز کرنے پر زور دیا۔	[389, 1194, 478, 1363]
article-text: ضلع میں متعلقہ حکام نے بتایا کہ اس سلسلے میں تمام انتظامات مکمل کر لئے گئے ہیں اور عوام کو ہدایت دی گئی ہے کہ وہ مقررہ وقت پر متعلقہ دفاتر سے رجوع کریں۔ انہوں نے کہا کہ سرکار کی جانب سے مختلف اسکیموں کے تحت لوگوں کو سہولیات فراہم کی جا رہی ہیں اور ان کا مقصد عام آدمی کی زندگی میں بہتری لانا ہے۔ اجلاس میں افسران نے مختلف امور پر تبادلہ خیال کیا اور ترقیاتی کاموں کی رفتار تیز کرنے پر زور دیا۔	[198, 263, 286, 432]
article-text: ضلع میں متعلقہ حکام نے بتایا کہ اس سلسلے میں تمام انتظامات مکمل کر لئے گئے ہیں اور عوام کو ہدایت دی گئی ہے کہ وہ مقررہ وقت پر متعلقہ دفاتر سے رجوع کریں۔ انہوں نے کہا کہ سرکار کی جانب سے مختلف اسکیموں کے تحت لوگوں کو سہولیات فراہم کی جا رہی ہیں اور ان کا مقصد عام آدمی کی زندگی میں بہتری لانا ہے۔ اجلاس میں افسران نے مختلف امور پر تبادلہ خیال کیا اور ترقیاتی کاموں کی رفتار تیز کرنے پر زور دیا۔	[581, 1486, 670, 1654]
article-text: رکن اسمبلی نے کہا کہ دیہی علاقوں میں سڑکوں کی حالت خستہ ہے اور اس جانب فوری توجہ دینے کی ضرورت ہے۔ جواب میں متعلقہ وزیر نے بتایا کہ منصوبے منظور ہو چکے ہیں اور آئندہ مالی سال میں کام شروع کیا جائے گا۔	[198, 166, 286, 261]
masthead-date: 8 اپریل 2025	[8, 18, 103, 34]
article-column	[581, 96, 670, 1902]
item-number: 111	[423, 1367, 444, 1379]
news-body: اسمبلی میں ایک سوال کے جواب میں بتایا گیا کہ گزشتہ دو برسوں کے دوران مختلف محکموں میں خالی اسامیوں کو پُر کرنے کے لئے اقدامات کئے گئے ہیں۔ انہوں نے کہا کہ بھرتی کا عمل شفاف طریقے سے مکمل کیا جا رہا ہے اور امیدواروں کو میرٹ کی بنیاد پر منتخب کیا جا رہا ہے۔	[4, 553, 190, 602]
news-body: اسمبلی میں ایک سوال کے جواب میں بتایا گیا کہ گزشتہ دو برسوں کے دوران مختلف محکموں میں خالی اسامیوں کو پُر کرنے کے لئے اقدامات کئے گئے ہیں۔ انہوں نے کہا کہ بھرتی کا عمل شفاف طریقے سے مکمل کیا جا رہا ہے اور امیدواروں کو میرٹ کی بنیاد پر منتخب کیا جا رہا ہے۔	[4, 879, 190, 929]
article-text: اسمبلی میں ایک سوال کے جواب میں بتایا گیا کہ گزشتہ دو برسوں کے دوران مختلف محکموں میں خالی اسامیوں کو پُر کرنے کے لئے اقدامات کئے گئے ہیں۔ انہوں نے کہا کہ بھرتی کا عمل شفاف طریقے سے مکمل کیا جا رہا ہے اور امیدواروں کو میرٹ کی بنیاد پر منتخب کیا جا رہا ہے۔	[485, 1151, 574, 1267]
item-number: 107	[519, 302, 540, 314]
